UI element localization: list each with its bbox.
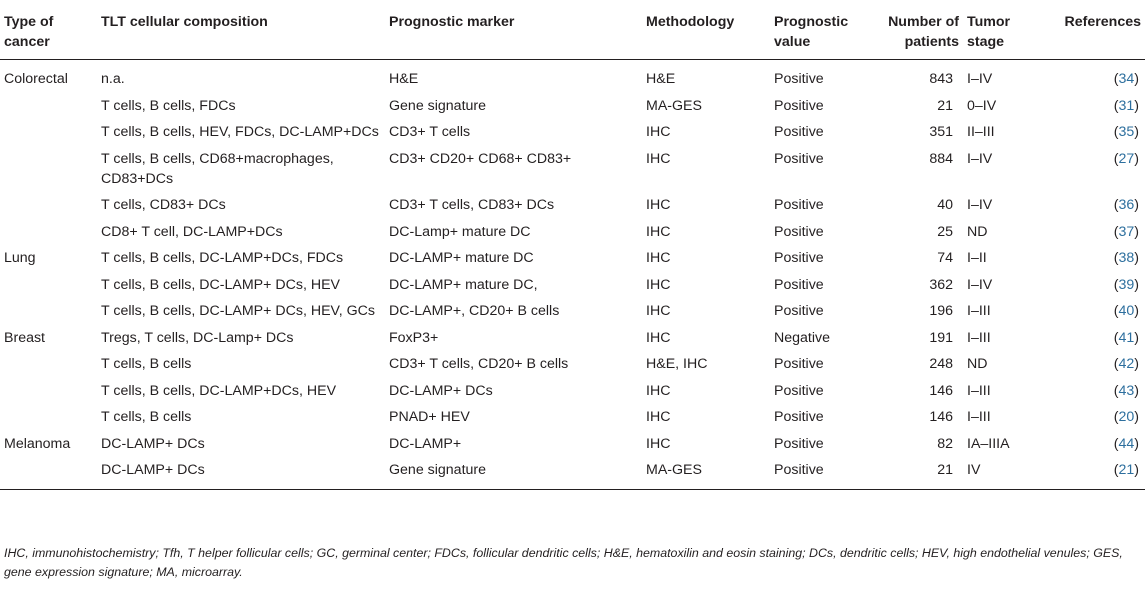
- cell-prognostic-marker: DC-LAMP+ mature DC,: [389, 276, 538, 293]
- table-row: [0, 245, 1145, 272]
- cell-type-of-cancer: [0, 457, 101, 490]
- cell-tumor-stage: I–IV: [967, 197, 993, 213]
- cell-number-of-patients: 146: [929, 382, 953, 399]
- reference-link[interactable]: 37: [1118, 223, 1135, 240]
- cell-tumor-stage: 0–IV: [967, 97, 997, 114]
- cell-prognostic-value: Positive: [774, 71, 824, 87]
- cell-prognostic-value: Positive: [774, 276, 824, 293]
- cell-type-of-cancer: [0, 298, 101, 325]
- cell-reference: (34): [1113, 71, 1139, 87]
- cell-prognostic-marker: CD3+ T cells: [389, 124, 471, 140]
- cell-tlt-composition: T cells, B cells: [101, 356, 192, 372]
- cell-number-of-patients: 191: [929, 329, 953, 346]
- table-row: [0, 119, 1145, 146]
- cell-prognostic-marker: FoxP3+: [389, 329, 439, 346]
- header-prognostic-marker: Prognostic marker: [389, 6, 646, 60]
- reference-link[interactable]: 20: [1118, 409, 1135, 425]
- cell-type-of-cancer: [0, 272, 101, 299]
- cell-number-of-patients: 21: [937, 462, 953, 478]
- table-row: [0, 378, 1145, 405]
- table-row: [0, 457, 1145, 490]
- header-tumor-stage: Tumor stage: [963, 6, 1046, 60]
- cell-reference: (20): [1113, 409, 1139, 425]
- cell-tlt-composition: Tregs, T cells, DC-Lamp+ DCs: [101, 329, 294, 346]
- cell-reference: (44): [1113, 435, 1139, 452]
- cell-prognostic-value: Negative: [774, 329, 830, 346]
- cell-number-of-patients: 362: [929, 276, 953, 293]
- header-number-of-patients: Number of patients: [877, 6, 963, 60]
- cell-reference: (27): [1113, 150, 1139, 167]
- cell-type-of-cancer: [0, 93, 101, 120]
- cell-tlt-composition: T cells, B cells, DC-LAMP+ DCs, HEV: [101, 276, 341, 293]
- cell-type-of-cancer: Breast: [4, 329, 46, 346]
- cell-reference: (39): [1113, 276, 1139, 293]
- cell-methodology: H&E: [646, 71, 676, 87]
- table-footnote: IHC, immunohistochemistry; Tfh, T helper follicular cells; GC, germinal center; FDCs, follicular dendritic cells; H&E, hematoxilin and eosin staining; DCs, dendritic cells; HEV, high endothelial venules; GES, gene expression signature; MA, microarray.: [4, 546, 1123, 579]
- cell-prognostic-marker: CD3+ CD20+ CD68+ CD83+: [389, 150, 572, 167]
- cell-prognostic-value: Positive: [774, 124, 824, 140]
- cell-tumor-stage: IA–IIIA: [967, 435, 1010, 452]
- reference-link[interactable]: 35: [1118, 124, 1135, 140]
- cell-tumor-stage: I–III: [967, 382, 991, 399]
- header-row: [0, 6, 1145, 60]
- cell-methodology: IHC: [646, 223, 671, 240]
- cell-number-of-patients: 146: [929, 409, 953, 425]
- table-row: [0, 431, 1145, 458]
- cell-reference: (42): [1113, 356, 1139, 372]
- cell-methodology: IHC: [646, 197, 671, 213]
- cell-type-of-cancer: Melanoma: [4, 435, 71, 452]
- cell-number-of-patients: 351: [929, 124, 953, 140]
- reference-link[interactable]: 39: [1118, 276, 1135, 293]
- cell-number-of-patients: 248: [929, 356, 953, 372]
- cell-type-of-cancer: [0, 404, 101, 431]
- cell-prognostic-marker: DC-LAMP+ mature DC: [389, 250, 534, 266]
- cell-prognostic-marker: PNAD+ HEV: [389, 409, 470, 425]
- cell-reference: (31): [1113, 97, 1139, 114]
- cell-prognostic-marker: CD3+ T cells, CD20+ B cells: [389, 356, 569, 372]
- reference-link[interactable]: 38: [1118, 250, 1135, 266]
- table-row: [0, 192, 1145, 219]
- cell-reference: (38): [1113, 250, 1139, 266]
- cell-tumor-stage: I–III: [967, 409, 991, 425]
- cell-tlt-composition: T cells, B cells, DC-LAMP+DCs, FDCs: [101, 250, 344, 266]
- cell-methodology: IHC: [646, 250, 671, 266]
- table-row: [0, 351, 1145, 378]
- reference-link[interactable]: 40: [1118, 303, 1135, 319]
- header-tlt-composition: TLT cellular composition: [101, 6, 389, 60]
- cell-prognostic-value: Positive: [774, 409, 824, 425]
- cell-tumor-stage: I–IV: [967, 150, 993, 167]
- table-row: [0, 146, 1145, 193]
- cell-number-of-patients: 843: [929, 71, 953, 87]
- cell-number-of-patients: 40: [937, 197, 953, 213]
- table-row: [0, 219, 1145, 246]
- header-references: References: [1046, 6, 1145, 60]
- cell-prognostic-value: Positive: [774, 150, 824, 167]
- cell-tumor-stage: I–IV: [967, 276, 993, 293]
- table-row: [0, 325, 1145, 352]
- cell-tumor-stage: I–III: [967, 303, 991, 319]
- cell-number-of-patients: 82: [937, 435, 953, 452]
- reference-link[interactable]: 41: [1118, 329, 1135, 346]
- table-row: [0, 93, 1145, 120]
- cell-tumor-stage: I–III: [967, 329, 991, 346]
- cell-tlt-composition: DC-LAMP+ DCs: [101, 435, 205, 452]
- cell-tlt-composition: T cells, B cells, HEV, FDCs, DC-LAMP+DCs: [101, 124, 379, 140]
- table-row: [0, 272, 1145, 299]
- cell-methodology: IHC: [646, 150, 671, 167]
- cell-methodology: MA-GES: [646, 462, 702, 478]
- cell-reference: (21): [1113, 462, 1139, 478]
- table-row: [0, 298, 1145, 325]
- cell-prognostic-marker: CD3+ T cells, CD83+ DCs: [389, 197, 555, 213]
- cell-tumor-stage: ND: [967, 223, 988, 240]
- cell-tumor-stage: I–II: [967, 250, 987, 266]
- cell-reference: (37): [1113, 223, 1139, 240]
- cell-methodology: MA-GES: [646, 97, 702, 114]
- cell-prognostic-marker: Gene signature: [389, 462, 487, 478]
- cell-number-of-patients: 21: [937, 97, 953, 114]
- cell-methodology: IHC: [646, 303, 671, 319]
- cell-prognostic-value: Positive: [774, 223, 824, 240]
- cell-tlt-composition: T cells, B cells, DC-LAMP+ DCs, HEV, GCs: [101, 303, 375, 319]
- cell-reference: (36): [1113, 197, 1139, 213]
- prognostic-tlt-table: [0, 6, 1145, 490]
- cell-tlt-composition: T cells, B cells, FDCs: [101, 97, 236, 114]
- cell-type-of-cancer: [0, 146, 101, 193]
- cell-type-of-cancer: [0, 351, 101, 378]
- cell-prognostic-marker: H&E: [389, 71, 419, 87]
- reference-link[interactable]: 42: [1118, 356, 1135, 372]
- reference-link[interactable]: 21: [1118, 462, 1135, 478]
- cell-methodology: IHC: [646, 124, 671, 140]
- table-row: [0, 404, 1145, 431]
- cell-reference: (43): [1113, 382, 1139, 399]
- cell-type-of-cancer: [0, 192, 101, 219]
- cell-prognostic-value: Positive: [774, 462, 824, 478]
- cell-type-of-cancer: Lung: [4, 250, 36, 266]
- table-row: [0, 60, 1145, 93]
- cell-prognostic-value: Positive: [774, 97, 824, 114]
- cell-number-of-patients: 25: [937, 223, 953, 240]
- cell-type-of-cancer: Colorectal: [4, 71, 68, 87]
- cell-prognostic-value: Positive: [774, 303, 824, 319]
- cell-reference: (35): [1113, 124, 1139, 140]
- cell-type-of-cancer: [0, 378, 101, 405]
- cell-number-of-patients: 74: [937, 250, 953, 266]
- cell-methodology: IHC: [646, 276, 671, 293]
- cell-methodology: IHC: [646, 382, 671, 399]
- header-prognostic-value: Prognostic value: [774, 6, 877, 60]
- header-methodology: Methodology: [646, 6, 774, 60]
- cell-reference: (40): [1113, 303, 1139, 319]
- reference-link[interactable]: 36: [1118, 197, 1135, 213]
- cell-tlt-composition: T cells, B cells, CD68+macrophages, CD83+DCs: [101, 150, 334, 187]
- cell-methodology: H&E, IHC: [646, 356, 708, 372]
- cell-methodology: IHC: [646, 409, 671, 425]
- table-body: [0, 60, 1145, 490]
- cell-prognostic-value: Positive: [774, 197, 824, 213]
- cell-tlt-composition: T cells, B cells, DC-LAMP+DCs, HEV: [101, 382, 337, 399]
- cell-tumor-stage: II–III: [967, 124, 995, 140]
- cell-prognostic-marker: Gene signature: [389, 97, 487, 114]
- cell-prognostic-value: Positive: [774, 250, 824, 266]
- cell-prognostic-marker: DC-LAMP+ DCs: [389, 382, 493, 399]
- cell-tlt-composition: DC-LAMP+ DCs: [101, 462, 205, 478]
- cell-number-of-patients: 196: [929, 303, 953, 319]
- cell-methodology: IHC: [646, 435, 671, 452]
- cell-tlt-composition: T cells, B cells: [101, 409, 192, 425]
- cell-tumor-stage: IV: [967, 462, 981, 478]
- cell-prognostic-value: Positive: [774, 435, 824, 452]
- cell-tumor-stage: ND: [967, 356, 988, 372]
- cell-tlt-composition: CD8+ T cell, DC-LAMP+DCs: [101, 223, 283, 240]
- reference-link[interactable]: 44: [1118, 435, 1135, 452]
- reference-link[interactable]: 34: [1118, 71, 1135, 87]
- cell-number-of-patients: 884: [929, 150, 953, 167]
- cell-prognostic-value: Positive: [774, 356, 824, 372]
- reference-link[interactable]: 27: [1118, 150, 1135, 167]
- cell-prognostic-marker: DC-LAMP+, CD20+ B cells: [389, 303, 560, 319]
- cell-tumor-stage: I–IV: [967, 71, 993, 87]
- header-type-of-cancer: Type of cancer: [0, 6, 101, 60]
- reference-link[interactable]: 31: [1118, 97, 1135, 114]
- cell-type-of-cancer: [0, 219, 101, 246]
- reference-link[interactable]: 43: [1118, 382, 1135, 399]
- cell-tlt-composition: T cells, CD83+ DCs: [101, 197, 226, 213]
- cell-prognostic-value: Positive: [774, 382, 824, 399]
- cell-tlt-composition: n.a.: [101, 71, 125, 87]
- cell-prognostic-marker: DC-Lamp+ mature DC: [389, 223, 531, 240]
- cell-reference: (41): [1113, 329, 1139, 346]
- cell-prognostic-marker: DC-LAMP+: [389, 435, 462, 452]
- cell-methodology: IHC: [646, 329, 671, 346]
- cell-type-of-cancer: [0, 119, 101, 146]
